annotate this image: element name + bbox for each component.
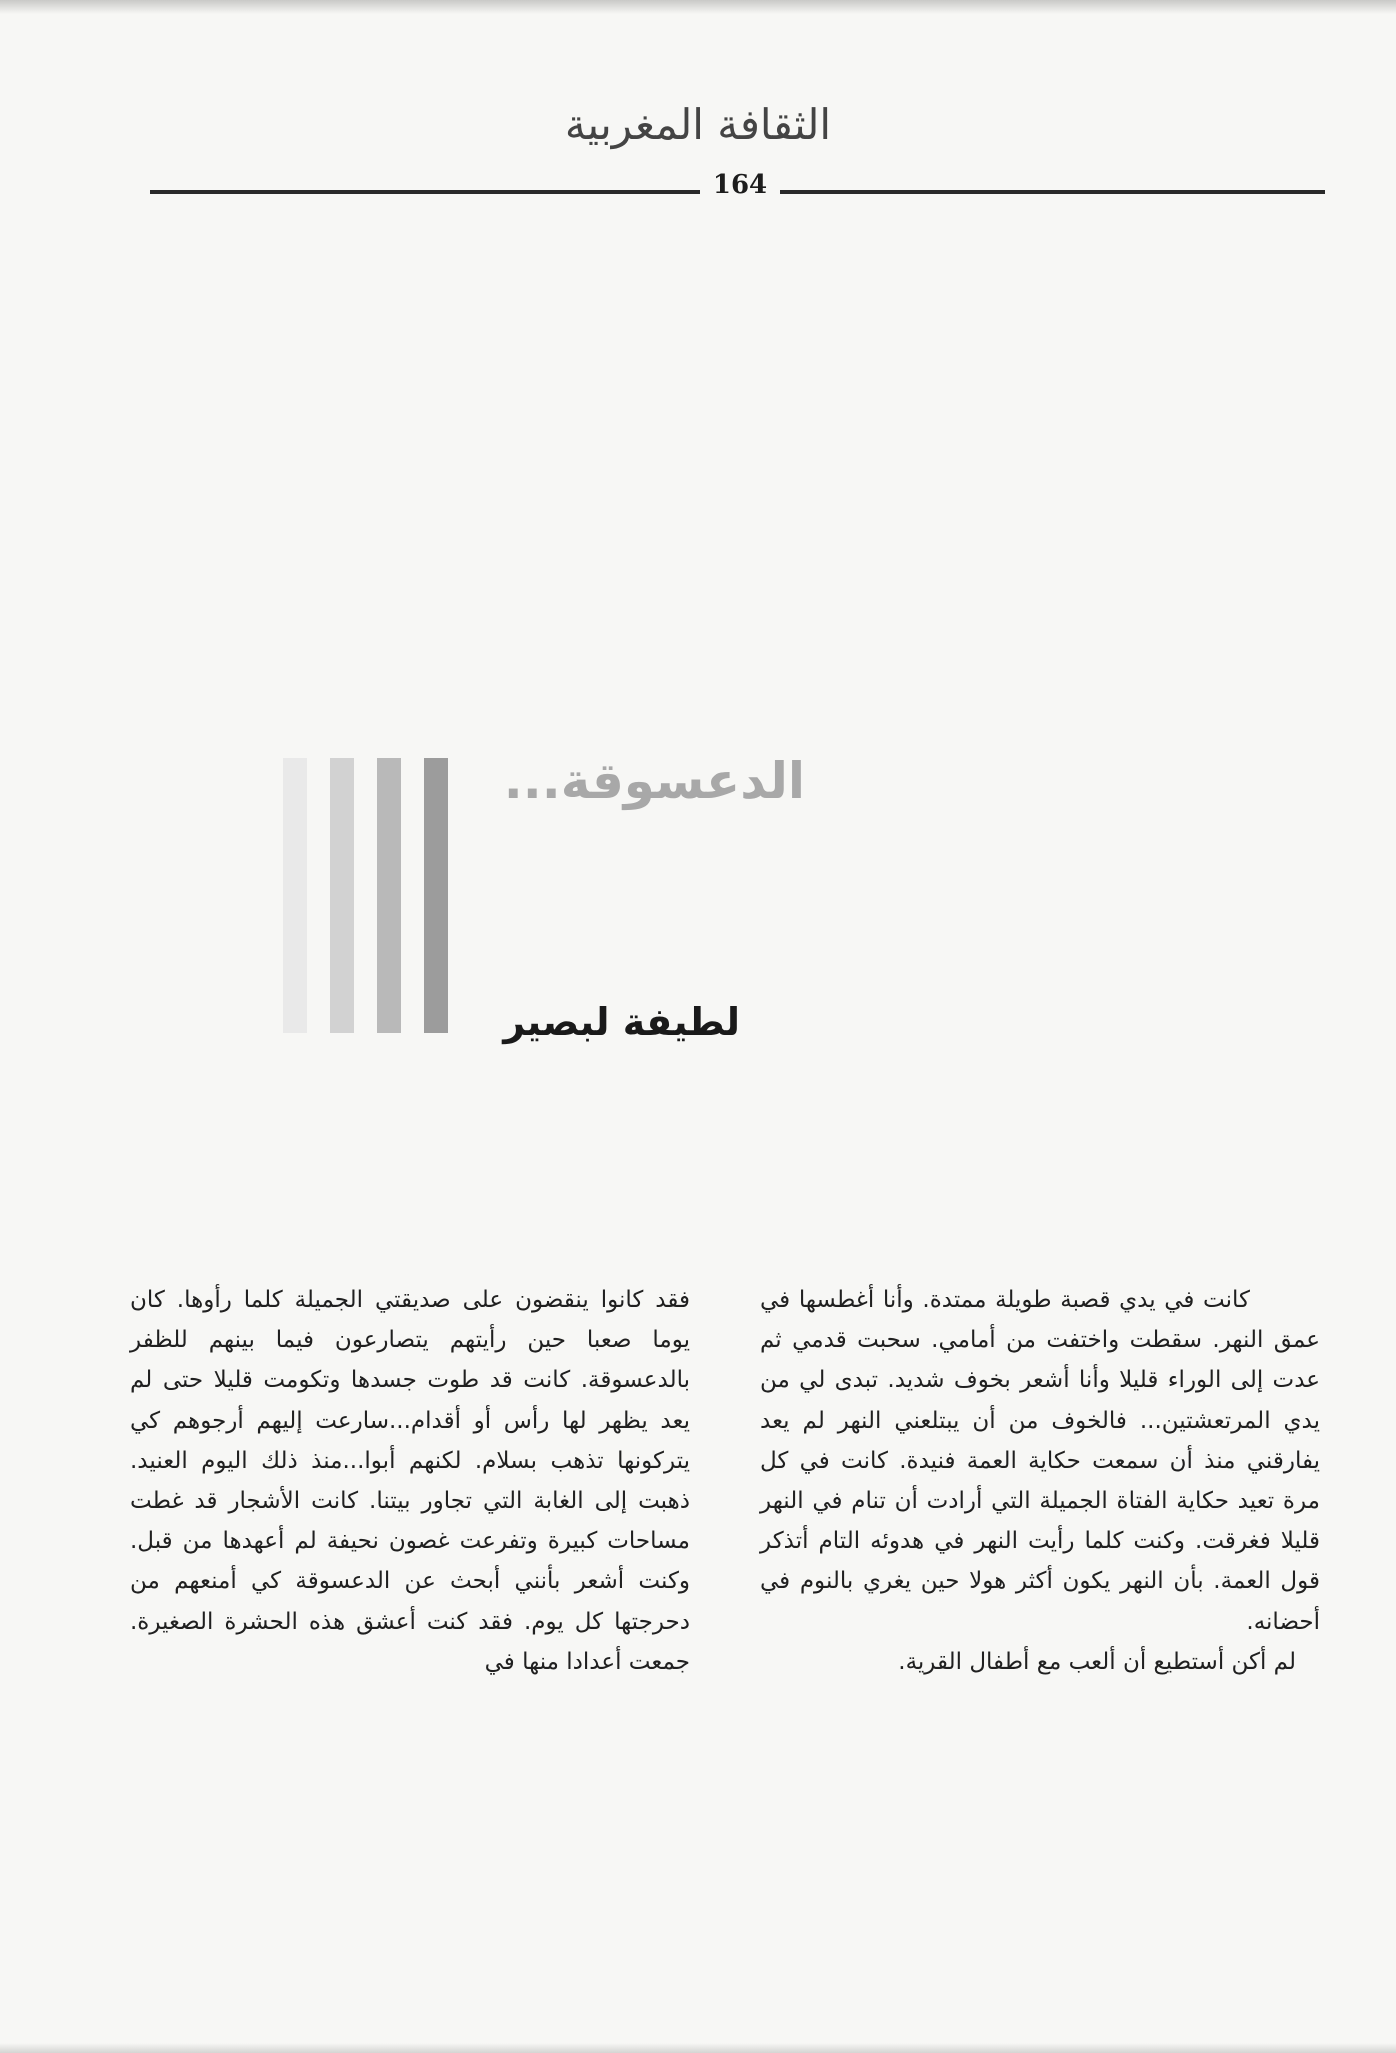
scan-bottom-shadow [0,2043,1396,2053]
journal-title: الثقافة المغربية [564,100,832,149]
paragraph: كانت في يدي قصبة طويلة ممتدة. وأنا أغطسها في عمق النهر. سقطت واختفت من أمامي. سحبت قدمي ثم عدت إلى الوراء قليلا وأنا أشعر بخوف شديد. تبدى لي من يدي المرتعشتين... فالخوف من أن يبتلعني النهر لم يعد يفارقني منذ أن سمعت حكاية العمة فنيدة. كانت في كل مرة تعيد حكاية الفتاة الجميلة التي أرادت أن تنام في النهر قليلا فغرقت. وكنت كلما رأيت النهر في هدوئه التام أتذكر قول العمة. بأن النهر يكون أكثر هولا حين يغري بالنوم في أحضانه. [760,1287,1320,1635]
text-column-right [760,1280,1320,1682]
scan-top-shadow [0,0,1396,14]
paragraph: فقد كانوا ينقضون على صديقتي الجميلة كلما رأوها. كان يوما صعبا حين رأيتهم يتصارعون فيما بينهم للظفر بالدعسوقة. كانت قد طوت جسدها وتكومت قليلا حتى لم يعد يظهر لها رأس أو أقدام...سارعت إليهم أرجوهم كي يتركونها تذهب بسلام. لكنهم أبوا...منذ ذلك اليوم العنيد. ذهبت إلى الغابة التي تجاور بيتنا. كانت الأشجار قد غطت مساحات كبيرة وتفرعت غصون نحيفة لم أعهدها من قبل. وكنت أشعر بأنني أبحث عن الدعسوقة كي أمنعهم من دحرجتها كل يوم. فقد كنت أعشق هذه الحشرة الصغيرة. جمعت أعدادا منها في [130,1287,690,1675]
story-title: الدعسوقة... [503,752,805,810]
decorative-bar-1 [283,758,307,1033]
header-rule-right [780,190,1325,194]
text-column-left [130,1280,690,1682]
decorative-bar-3 [377,758,401,1033]
paragraph: لم أكن أستطيع أن ألعب مع أطفال القرية. [898,1648,1296,1675]
decorative-bar-2 [330,758,354,1033]
decorative-bar-4 [424,758,448,1033]
header-rule-left [150,190,700,194]
author-name: لطيفة لبصير [503,1000,740,1044]
page-number: 164 [712,170,768,200]
